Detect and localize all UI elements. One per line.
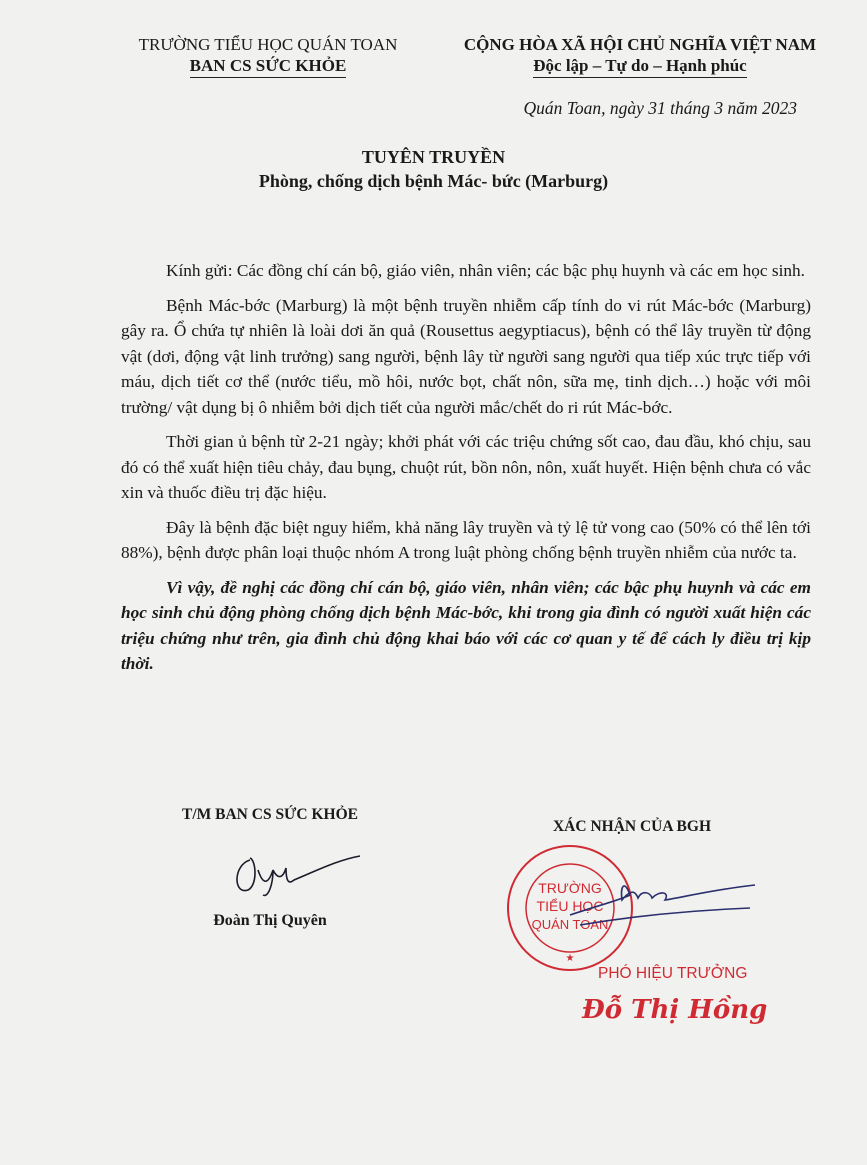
national-header <box>440 34 840 78</box>
svg-text:★: ★ <box>565 953 575 964</box>
disease-description-paragraph: Bệnh Mác-bớc (Marburg) là một bệnh truyền nhiễm cấp tính do vi rút Mác-bớc (Marburg) gây ra. Ổ chứa tự nhiên là loài dơi ăn quả (Rousettus aegyptiacus), bệnh có thể lây truyền từ động vật (dơi, động vật linh trưởng) sang người, bệnh lây từ người sang người qua tiếp xúc trực tiếp với máu, dịch tiết cơ thể (nước tiểu, mồ hôi, nước bọt, chất nôn, sữa mẹ, tinh dịch…) hoặc với môi trường/ vật dụng bị ô nhiễm bởi dịch tiết của người mắc/chết do ri rút Mác-bớc. <box>121 295 811 417</box>
document-title <box>0 145 867 193</box>
recommendation-paragraph: Vì vậy, đề nghị các đồng chí cán bộ, giáo viên, nhân viên; các bậc phụ huynh và các em học sinh chủ động phòng chống dịch bệnh Mác-bớc, khi trong gia đình có người xuất hiện các triệu chứng như trên, gia đình chủ động khai báo với các cơ quan y tế để cách ly điều trị kịp thời. <box>121 577 811 673</box>
document-date: Quán Toan, ngày 31 tháng 3 năm 2023 <box>523 98 797 118</box>
nation-name: CỘNG HÒA XÃ HỘI CHỦ NGHĨA VIỆT NAM <box>463 35 817 54</box>
svg-text:TIỂU HỌC: TIỂU HỌC <box>536 898 604 914</box>
greeting-paragraph: Kính gửi: Các đồng chí cán bộ, giáo viên, nhân viên; các bậc phụ huynh và các em học sinh. <box>166 261 805 280</box>
symptoms-paragraph: Thời gian ủ bệnh từ 2-21 ngày; khởi phát với các triệu chứng sốt cao, đau đầu, khó chịu, sau đó có thể xuất hiện tiêu chảy, đau bụng, chuột rút, bồn nôn, nôn, xuất huyết. Hiện bệnh chưa có vắc xin và thuốc điều trị đặc hiệu. <box>121 432 811 502</box>
right-signer-name: Đỗ Thị Hồng <box>582 995 768 1025</box>
document-body <box>121 258 811 686</box>
handwritten-signature-left <box>228 840 368 900</box>
left-signer-name: Đoàn Thị Quyên <box>213 912 327 929</box>
right-signer-role: PHÓ HIỆU TRƯỞNG <box>598 965 748 982</box>
svg-text:TRƯỜNG: TRƯỜNG <box>538 880 602 896</box>
left-signature-title: T/M BAN CS SỨC KHỎE <box>182 806 358 823</box>
title-sub: Phòng, chống dịch bệnh Mác- bức (Marburg) <box>258 171 609 191</box>
school-header <box>118 34 418 78</box>
title-main: TUYÊN TRUYỀN <box>361 147 506 167</box>
danger-paragraph: Đây là bệnh đặc biệt nguy hiểm, khả năng lây truyền và tỷ lệ tử vong cao (50% có thể lên tới 88%), bệnh được phân loại thuộc nhóm A trong luật phòng chống bệnh truyền nhiễm của nước ta. <box>121 517 811 562</box>
handwritten-signature-right <box>560 870 760 930</box>
right-signature-title: XÁC NHẬN CỦA BGH <box>552 818 712 835</box>
svg-text:QUÁN TOAN: QUÁN TOAN <box>531 917 609 932</box>
school-name: TRƯỜNG TIỂU HỌC QUÁN TOAN <box>138 35 398 54</box>
committee-name: BAN CS SỨC KHỎE <box>190 55 347 78</box>
national-motto: Độc lập – Tự do – Hạnh phúc <box>533 55 746 78</box>
